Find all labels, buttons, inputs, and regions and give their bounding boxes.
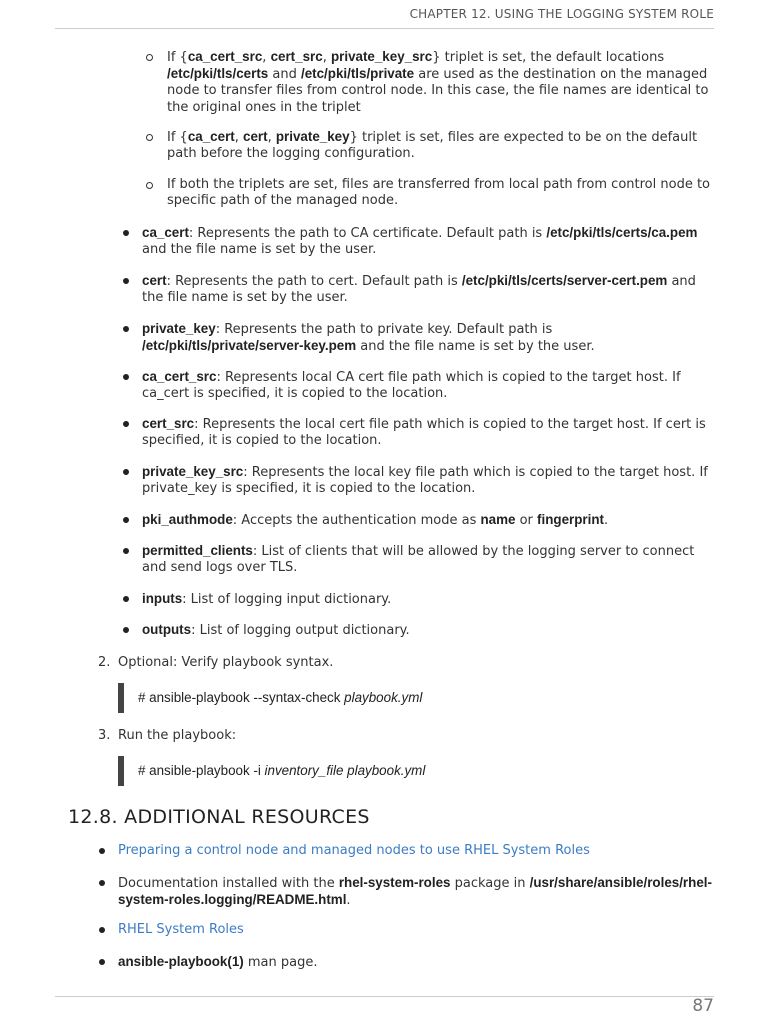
param-cert-src: cert_src: Represents the local cert file path which is copied to the target host. If cert is specified, it is copied to the location. <box>142 416 706 449</box>
code-block-run-playbook: # ansible-playbook -i inventory_file playbook.yml <box>118 756 638 786</box>
bullet-icon <box>123 627 129 633</box>
resource-item-1 <box>118 843 712 859</box>
section-heading: 12.8. ADDITIONAL RESOURCES <box>68 806 370 828</box>
bullet-icon <box>123 326 129 332</box>
sub-bullet-icon <box>146 134 153 141</box>
bullet-icon <box>123 469 129 475</box>
param-inputs: inputs: List of logging input dictionary. <box>142 591 392 607</box>
bullet-icon <box>123 421 129 427</box>
step-number: 3. <box>98 728 111 743</box>
bullet-icon <box>99 880 105 886</box>
resource-item-3 <box>118 922 712 938</box>
sub-item-3: If both the triplets are set, files are transferred from local path from control node to specific path of the managed node. <box>167 177 711 209</box>
bullet-icon <box>123 517 129 523</box>
bullet-icon <box>99 848 105 854</box>
resource-item-2: Documentation installed with the rhel-system-roles package in /usr/share/ansible/roles/rhel-system-roles.logging/README.html. <box>118 875 712 909</box>
step-2-text: Optional: Verify playbook syntax. <box>118 655 334 670</box>
sub-item-1: If {ca_cert_src, cert_src, private_key_src} triplet is set, the default locations /etc/pki/tls/certs and /etc/pki/tls/private are used as the destination on the managed node to transfer files from control node. In this case, the file names are identical to the original ones in the triplet <box>167 49 709 115</box>
sub-item-2: If {ca_cert, cert, private_key} triplet is set, files are expected to be on the default path before the logging configuration. <box>167 129 698 162</box>
param-permitted-clients: permitted_clients: List of clients that will be allowed by the logging server to connect and send logs over TLS. <box>142 543 695 576</box>
page-number: 87 <box>692 996 714 1016</box>
bullet-icon <box>123 230 129 236</box>
sub-bullet-icon <box>146 54 153 61</box>
chapter-title: CHAPTER 12. USING THE LOGGING SYSTEM ROLE <box>409 7 714 21</box>
page-header <box>55 0 714 29</box>
param-ca-cert-src: ca_cert_src: Represents local CA cert file path which is copied to the target host. If ca_cert is specified, it is copied to the location. <box>142 369 681 402</box>
step-3-text: Run the playbook: <box>118 728 237 743</box>
resource-item-4: ansible-playbook(1) man page. <box>118 954 318 970</box>
sub-bullet-icon <box>146 182 153 189</box>
param-pki-authmode: pki_authmode: Accepts the authentication mode as name or fingerprint. <box>142 512 609 528</box>
bullet-icon <box>123 278 129 284</box>
param-cert: cert: Represents the path to cert. Default path is /etc/pki/tls/certs/server-cert.pem and the file name is set by the user. <box>142 273 696 306</box>
bullet-icon <box>99 927 105 933</box>
param-private-key: private_key: Represents the path to private key. Default path is /etc/pki/tls/private/server-key.pem and the file name is set by the user. <box>142 321 595 355</box>
param-private-key-src: private_key_src: Represents the local key file path which is copied to the target host. If private_key is specified, it is copied to the location. <box>142 464 708 497</box>
link-preparing-control-node[interactable]: Preparing a control node and managed nodes to use RHEL System Roles <box>118 843 590 858</box>
bullet-icon <box>99 959 105 965</box>
code-block-syntax-check: # ansible-playbook --syntax-check playbook.yml <box>118 683 638 713</box>
step-number: 2. <box>98 655 111 670</box>
footer-divider <box>55 996 714 997</box>
param-ca-cert: ca_cert: Represents the path to CA certificate. Default path is /etc/pki/tls/certs/ca.pem and the file name is set by the user. <box>142 225 698 258</box>
link-rhel-system-roles[interactable]: RHEL System Roles <box>118 922 244 937</box>
bullet-icon <box>123 596 129 602</box>
bullet-icon <box>123 374 129 380</box>
param-outputs: outputs: List of logging output dictionary. <box>142 622 410 638</box>
bullet-icon <box>123 548 129 554</box>
